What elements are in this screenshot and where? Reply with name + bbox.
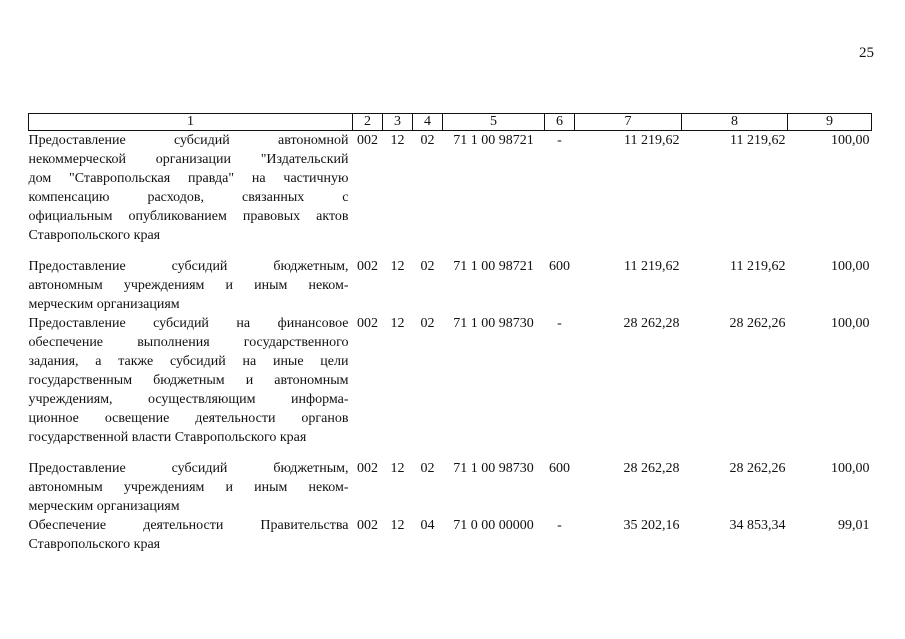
header-cell: 8 bbox=[682, 114, 788, 131]
col-expense-type-cell: 600 bbox=[549, 461, 570, 476]
budget-table bbox=[28, 113, 872, 554]
row-name-line: мерческим организациям bbox=[28, 297, 180, 312]
row-name-line: государственным бюджетным и автономным bbox=[28, 373, 349, 388]
table-row bbox=[29, 459, 872, 516]
col-actual-cell: 28 262,26 bbox=[729, 316, 786, 331]
row-name-cell bbox=[29, 314, 353, 447]
col-expense-type-cell: - bbox=[557, 133, 562, 148]
header-cell: 5 bbox=[443, 114, 545, 131]
table-body bbox=[29, 131, 872, 555]
col-section-cell: 12 bbox=[390, 518, 405, 533]
header-cell: 3 bbox=[383, 114, 413, 131]
row-name-line: Предоставление субсидий бюджетным, bbox=[28, 259, 349, 274]
row-name-cell bbox=[29, 257, 353, 314]
row-name-line: мерческим организациям bbox=[28, 499, 180, 514]
col-subsection-cell: 02 bbox=[420, 461, 435, 476]
row-name-line: обеспечение выполнения государственного bbox=[28, 335, 349, 350]
col-section-cell: 12 bbox=[390, 461, 405, 476]
row-spacer-cell bbox=[29, 447, 872, 459]
table-row bbox=[29, 131, 872, 246]
header-cell: 1 bbox=[29, 114, 353, 131]
col-target-code-cell: 71 1 00 98721 bbox=[453, 259, 534, 274]
table-row bbox=[29, 516, 872, 554]
row-name-line: Ставропольского края bbox=[28, 228, 161, 243]
col-target-code-cell: 71 1 00 98730 bbox=[453, 461, 534, 476]
row-name-line: Ставропольского края bbox=[28, 537, 161, 552]
col-chapter-cell: 002 bbox=[357, 133, 378, 148]
row-name-cell bbox=[29, 516, 353, 554]
col-target-code-cell: 71 1 00 98730 bbox=[453, 316, 534, 331]
col-plan-cell: 35 202,16 bbox=[623, 518, 680, 533]
row-name-line: ционное освещение деятельности органов bbox=[28, 411, 349, 426]
col-plan-cell: 28 262,28 bbox=[623, 316, 680, 331]
row-spacer bbox=[29, 447, 872, 459]
col-target-code-cell: 71 1 00 98721 bbox=[453, 133, 534, 148]
page-number: 25 bbox=[859, 45, 874, 61]
row-name-line: государственной власти Ставропольского края bbox=[28, 430, 307, 445]
row-name-line: Предоставление субсидий бюджетным, bbox=[28, 461, 349, 476]
col-percent-cell: 100,00 bbox=[831, 461, 870, 476]
table-header-row bbox=[29, 114, 872, 131]
col-subsection-cell: 02 bbox=[420, 316, 435, 331]
row-name-line: Предоставление субсидий на финансовое bbox=[28, 316, 349, 331]
row-name-line: автономным учреждениям и иным неком- bbox=[28, 480, 349, 495]
row-name-line: некоммерческой организации "Издательский bbox=[28, 152, 349, 167]
header-cell: 9 bbox=[788, 114, 872, 131]
col-percent-cell: 99,01 bbox=[838, 518, 870, 533]
col-expense-type-cell: - bbox=[557, 316, 562, 331]
row-name-line: компенсацию расходов, связанных с bbox=[28, 190, 349, 205]
col-section-cell: 12 bbox=[390, 133, 405, 148]
header-cell: 6 bbox=[545, 114, 575, 131]
col-plan-cell: 11 219,62 bbox=[624, 133, 680, 148]
col-actual-cell: 11 219,62 bbox=[730, 259, 786, 274]
row-name-cell bbox=[29, 459, 353, 516]
row-name-line: Обеспечение деятельности Правительства bbox=[28, 518, 349, 533]
header-cell: 7 bbox=[575, 114, 682, 131]
col-subsection-cell: 02 bbox=[420, 133, 435, 148]
col-chapter-cell: 002 bbox=[357, 259, 378, 274]
row-name-cell bbox=[29, 131, 353, 246]
row-name-line: Предоставление субсидий автономной bbox=[28, 133, 349, 148]
row-name-line: дом "Ставропольская правда" на частичную bbox=[28, 171, 349, 186]
row-name-line: учреждениям, осуществляющим информа- bbox=[28, 392, 349, 407]
col-actual-cell: 34 853,34 bbox=[729, 518, 786, 533]
row-spacer-cell bbox=[29, 245, 872, 257]
col-percent-cell: 100,00 bbox=[831, 259, 870, 274]
header-cell: 4 bbox=[413, 114, 443, 131]
col-expense-type-cell: - bbox=[557, 518, 562, 533]
row-spacer bbox=[29, 245, 872, 257]
table-row bbox=[29, 257, 872, 314]
col-section-cell: 12 bbox=[390, 259, 405, 274]
col-actual-cell: 28 262,26 bbox=[729, 461, 786, 476]
col-chapter-cell: 002 bbox=[357, 518, 378, 533]
col-subsection-cell: 04 bbox=[420, 518, 435, 533]
col-chapter-cell: 002 bbox=[357, 316, 378, 331]
col-plan-cell: 11 219,62 bbox=[624, 259, 680, 274]
row-name-line: официальным опубликованием правовых актов bbox=[28, 209, 349, 224]
col-expense-type-cell: 600 bbox=[549, 259, 570, 274]
col-actual-cell: 11 219,62 bbox=[730, 133, 786, 148]
header-cell: 2 bbox=[353, 114, 383, 131]
col-percent-cell: 100,00 bbox=[831, 316, 870, 331]
col-section-cell: 12 bbox=[390, 316, 405, 331]
col-percent-cell: 100,00 bbox=[831, 133, 870, 148]
col-subsection-cell: 02 bbox=[420, 259, 435, 274]
col-chapter-cell: 002 bbox=[357, 461, 378, 476]
col-plan-cell: 28 262,28 bbox=[623, 461, 680, 476]
col-target-code-cell: 71 0 00 00000 bbox=[453, 518, 534, 533]
table-row bbox=[29, 314, 872, 447]
row-name-line: автономным учреждениям и иным неком- bbox=[28, 278, 349, 293]
row-name-line: задания, а также субсидий на иные цели bbox=[28, 354, 349, 369]
